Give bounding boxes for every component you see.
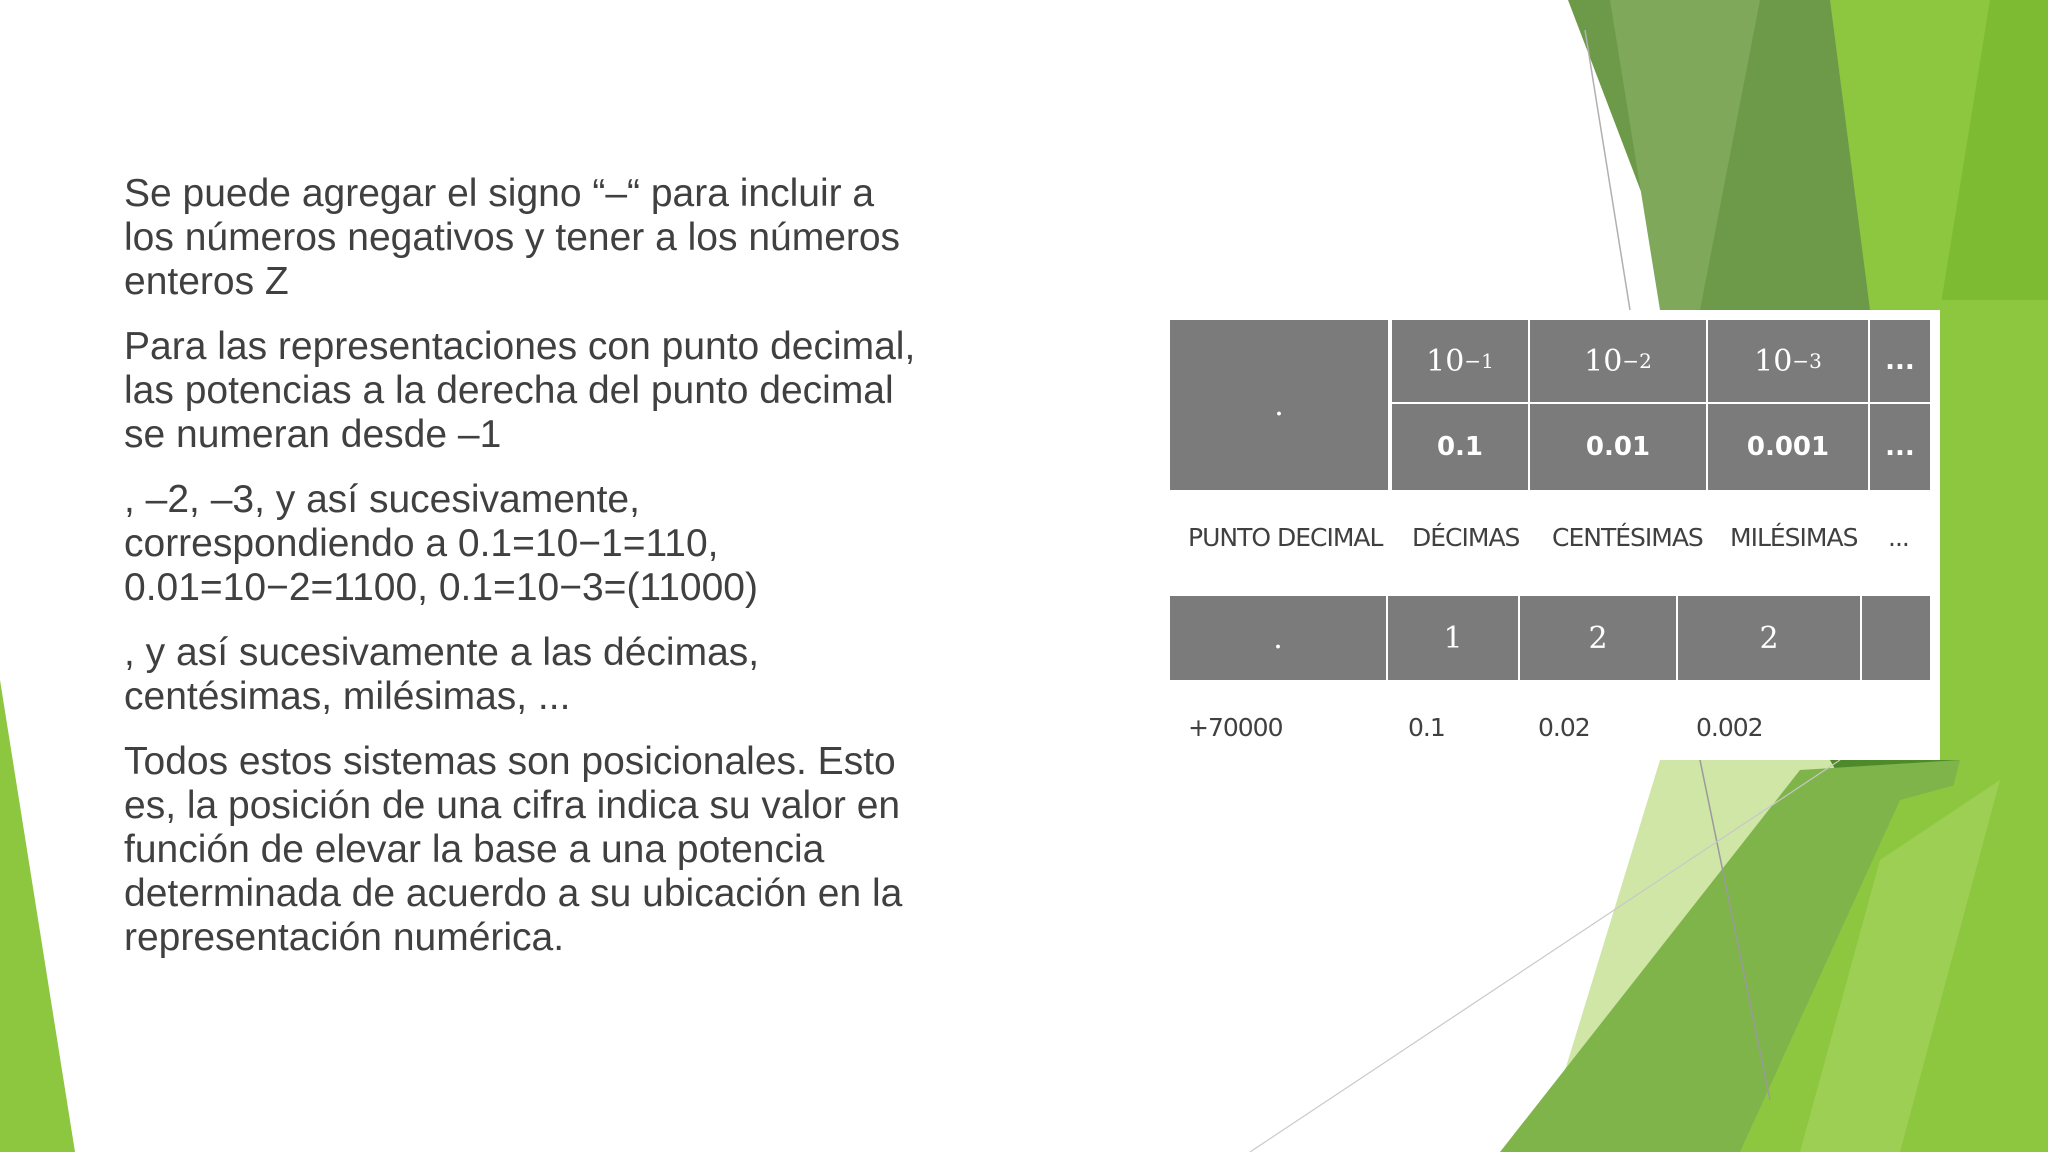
power-cell: 10 −2 [1530,320,1708,404]
label-cell: PUNTO DECIMAL [1188,522,1383,552]
power-base: 10 [1584,343,1623,379]
power-cell: 10 −1 [1392,320,1530,404]
point-symbol: . [1274,387,1284,423]
paragraph: Todos estos sistemas son posicionales. Esto es, la posición de una cifra indica su valor en función de elevar la base a una potencia determinada de acuerdo a su ubicación en la representación numérica. [124,740,903,959]
decimal-place-table [1160,310,1940,760]
paragraph: , –2, –3, y así sucesivamente, correspondiendo a 0.1=10−1=110, 0.01=10−2=1100, 0.1=10−3=(11000) [124,478,758,609]
label-cell: MILÉSIMAS [1730,522,1858,552]
value-cell: +70000 [1188,712,1283,742]
ellipsis-cell: ... [1870,320,1930,404]
example-empty-cell [1862,596,1930,680]
power-base: 10 [1754,343,1793,379]
example-digit-cell: 2 [1678,596,1862,680]
decimal-cell: 0.1 [1392,404,1530,490]
value-cell: 0.1 [1408,712,1445,742]
value-cell: 0.002 [1696,712,1763,742]
paragraph: Se puede agregar el signo “–“ para incluir a los números negativos y tener a los números enteros Z [124,172,901,303]
point-cell [1170,320,1390,490]
decimal-cell: 0.001 [1708,404,1870,490]
paragraph: , y así sucesivamente a las décimas, centésimas, milésimas, ... [124,631,760,718]
paragraph: Para las representaciones con punto decimal, las potencias a la derecha del punto decimal se numeran desde –1 [124,325,916,456]
power-base: 10 [1426,343,1465,379]
decimal-cell: 0.01 [1530,404,1708,490]
example-point-cell: . [1170,596,1388,680]
example-digit-cell: 1 [1388,596,1520,680]
label-cell: CENTÉSIMAS [1552,522,1703,552]
left-green-shard [0,680,75,1152]
body-text [124,172,924,981]
example-digit-cell: 2 [1520,596,1678,680]
power-cell: 10 −3 [1708,320,1870,404]
value-cell: 0.02 [1538,712,1590,742]
label-cell: ... [1888,522,1909,552]
label-cell: DÉCIMAS [1412,522,1520,552]
ellipsis-cell: ... [1870,404,1930,490]
